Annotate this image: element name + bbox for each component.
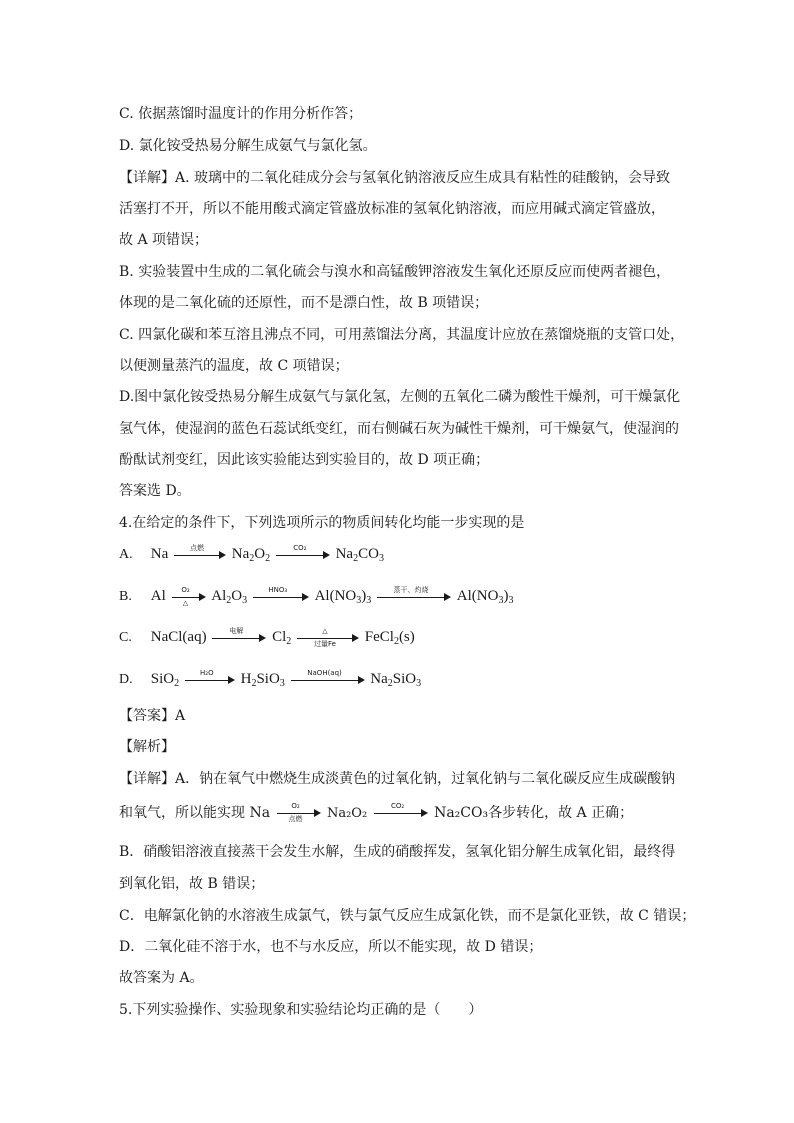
text-line: 故答案为 A。 [119,970,204,986]
arrow-condition: O₂ [291,802,300,810]
reaction-arrow [253,586,309,608]
reaction-arrow [297,627,359,649]
text-line: 氢气体，使湿润的蓝色石蕊试纸变红，而右侧碱石灰为碱性干燥剂，可干燥氨气，使湿润的 [119,421,679,437]
arrow-head-icon [444,593,451,601]
species: $H_2SiO_3$ [240,671,285,690]
text-line: D.图中氯化铵受热易分解生成氨气与氯化氢，左侧的五氧化二磷为酸性干燥剂，可干燥氯化 [119,389,681,405]
option-c [119,627,689,649]
text-span: 和氧气，所以能实现 Na [119,805,271,821]
reaction-arrow [374,802,428,824]
arrow-head-icon [199,593,206,601]
species: SiO$_2$ [150,671,180,690]
species: $Cl_2$ [272,629,292,648]
arrow-head-icon [219,551,226,559]
option-label: C. [119,630,132,646]
text-line: 答案选 D。 [119,483,191,499]
text-line: B. 实验装置中生成的二氧化硫会与溴水和高锰酸钾溶液发生氧化还原反应而使两者褪色， [119,264,671,280]
reaction-arrow [277,802,321,824]
option-b [119,586,689,608]
text-line-with-formula [119,802,689,824]
arrow-head-icon [421,809,428,817]
text-line: B．硝酸铝溶液直接蒸干会发生水解，生成的硝酸挥发，氢氧化铝分解生成氧化铝，最终得 [119,844,676,860]
arrow-condition: 点燃 [288,815,303,823]
text-line: 以便测量蒸汽的温度，故 C 项错误； [119,358,349,374]
arrow-condition: O₂ [181,586,190,594]
option-d [119,669,689,691]
question-5-stem: 5.下列实验操作、实验现象和实验结论均正确的是（ ） [119,1002,483,1018]
analysis-heading: 【解析】 [119,739,175,755]
text-line: 体现的是二氧化硫的还原性，而不是漂白性，故 B 项错误； [119,295,489,311]
reaction-arrow [185,669,235,691]
species: Al [150,588,166,605]
arrow-condition: △ [322,627,328,635]
arrow-condition: CO₂ [391,802,405,810]
arrow-condition: 电解 [229,627,244,635]
question-4-stem: 4.在给定的条件下，下列选项所示的物质间转化均能一步实现的是 [119,515,525,531]
species: $Al(NO_3)_3$ [314,588,372,607]
text-line: 【详解】A．钠在氧气中燃烧生成淡黄色的过氧化钠，过氧化钠与二氧化碳反应生成碳酸钠 [119,771,676,787]
text-line: D．二氧化硅不溶于水，也不与水反应，所以不能实现，故 D 错误； [119,939,543,955]
species: Na₂O₂ [326,806,368,821]
reaction-arrow [174,544,226,566]
species: NaCl(aq) [150,629,207,646]
arrow-head-icon [228,676,235,684]
reaction-arrow [291,669,365,691]
arrow-condition: △ [182,599,189,607]
text-line: 故 A 项错误； [119,232,209,248]
arrow-condition: NaOH(aq) [307,669,342,677]
answer-line: 【答案】A [119,708,186,724]
reaction-arrow [276,544,330,566]
arrow-condition: 过量Fe [314,640,336,648]
species: FeCl$_2$(s) [364,629,415,648]
option-label: D. [119,672,133,688]
text-line: C．电解氯化钠的水溶液生成氯气，铁与氯气反应生成氯化铁，而不是氯化亚铁，故 C 错误； [119,908,696,924]
arrow-condition: H₂O [200,669,214,677]
arrow-head-icon [352,634,359,642]
text-line: 到氧化铝，故 B 错误； [119,876,265,892]
text-line: C. 四氯化碳和苯互溶且沸点不同，可用蒸馏法分离，其温度计应放在蒸馏烧瓶的支管口处， [119,327,685,343]
text-span: Na₂CO₃各步转化，故 A 正确； [434,805,634,821]
text-line: 活塞打不开，所以不能用酸式滴定管盛放标准的氢氧化钠溶液，而应用碱式滴定管盛放， [119,201,665,217]
arrow-head-icon [358,676,365,684]
species: $Na_2O_2$ [231,546,271,565]
species: $Na_2CO_3$ [335,546,384,565]
arrow-head-icon [314,809,321,817]
reaction-arrow [172,586,206,608]
arrow-condition: 蒸干、灼烧 [393,586,429,594]
arrow-condition: CO₂ [293,544,307,552]
species: $Al(NO_3)_3$ [456,588,514,607]
species: $Na_2SiO_3$ [370,671,422,690]
arrow-head-icon [302,593,309,601]
arrow-condition: HNO₃ [268,586,288,594]
reaction-arrow [377,586,451,608]
arrow-condition: 点燃 [190,544,204,552]
arrow-head-icon [323,551,330,559]
arrow-head-icon [259,634,266,642]
option-a [119,544,689,566]
option-label: A. [119,547,133,563]
option-label: B. [119,589,132,605]
text-line: D. 氯化铵受热易分解生成氨气与氯化氢。 [119,138,377,154]
species: $Al_2O_3$ [211,588,248,607]
species: Na [150,546,169,563]
reaction-arrow [212,627,266,649]
text-line: 酚酞试剂变红，因此该实验能达到实验目的，故 D 项正确； [119,452,490,468]
text-line: 【详解】A. 玻璃中的二氧化硅成分会与氢氧化钠溶液反应生成具有粘性的硅酸钠，会导致 [119,170,671,186]
text-line: C. 依据蒸馏时温度计的作用分析作答； [119,106,363,122]
